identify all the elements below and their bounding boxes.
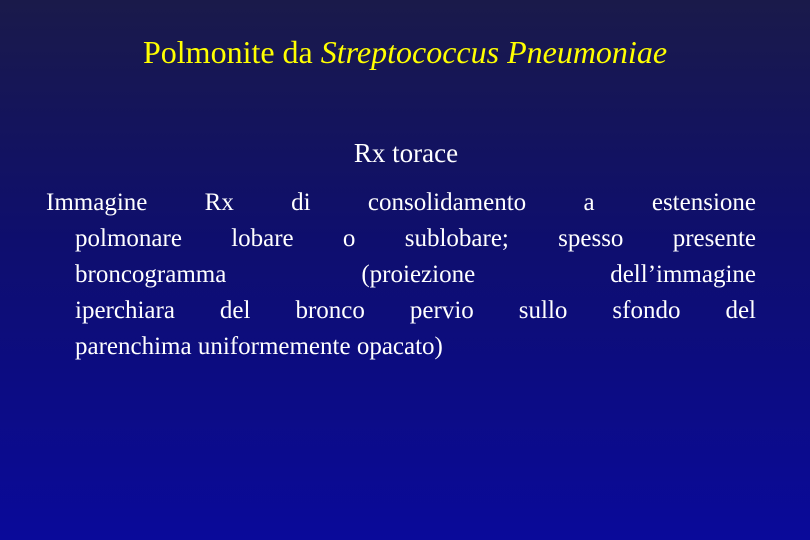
title-italic-text: Streptococcus Pneumoniae <box>320 34 668 70</box>
body-line: Immagine Rx di consolidamento a estensione <box>46 189 756 216</box>
body-line: iperchiara del bronco pervio sullo sfondo del <box>75 297 756 324</box>
body-line: parenchima uniformemente opacato) <box>75 333 443 360</box>
subtitle-text: Rx torace <box>353 138 459 168</box>
body-paragraph <box>46 185 756 365</box>
title-plain-text: Polmonite da <box>142 34 321 70</box>
body-line: broncogramma (proiezione dell’immagine <box>75 261 756 288</box>
body-line: polmonare lobare o sublobare; spesso presente <box>75 225 756 252</box>
slide-title <box>0 30 810 74</box>
slide-subtitle <box>0 136 810 170</box>
